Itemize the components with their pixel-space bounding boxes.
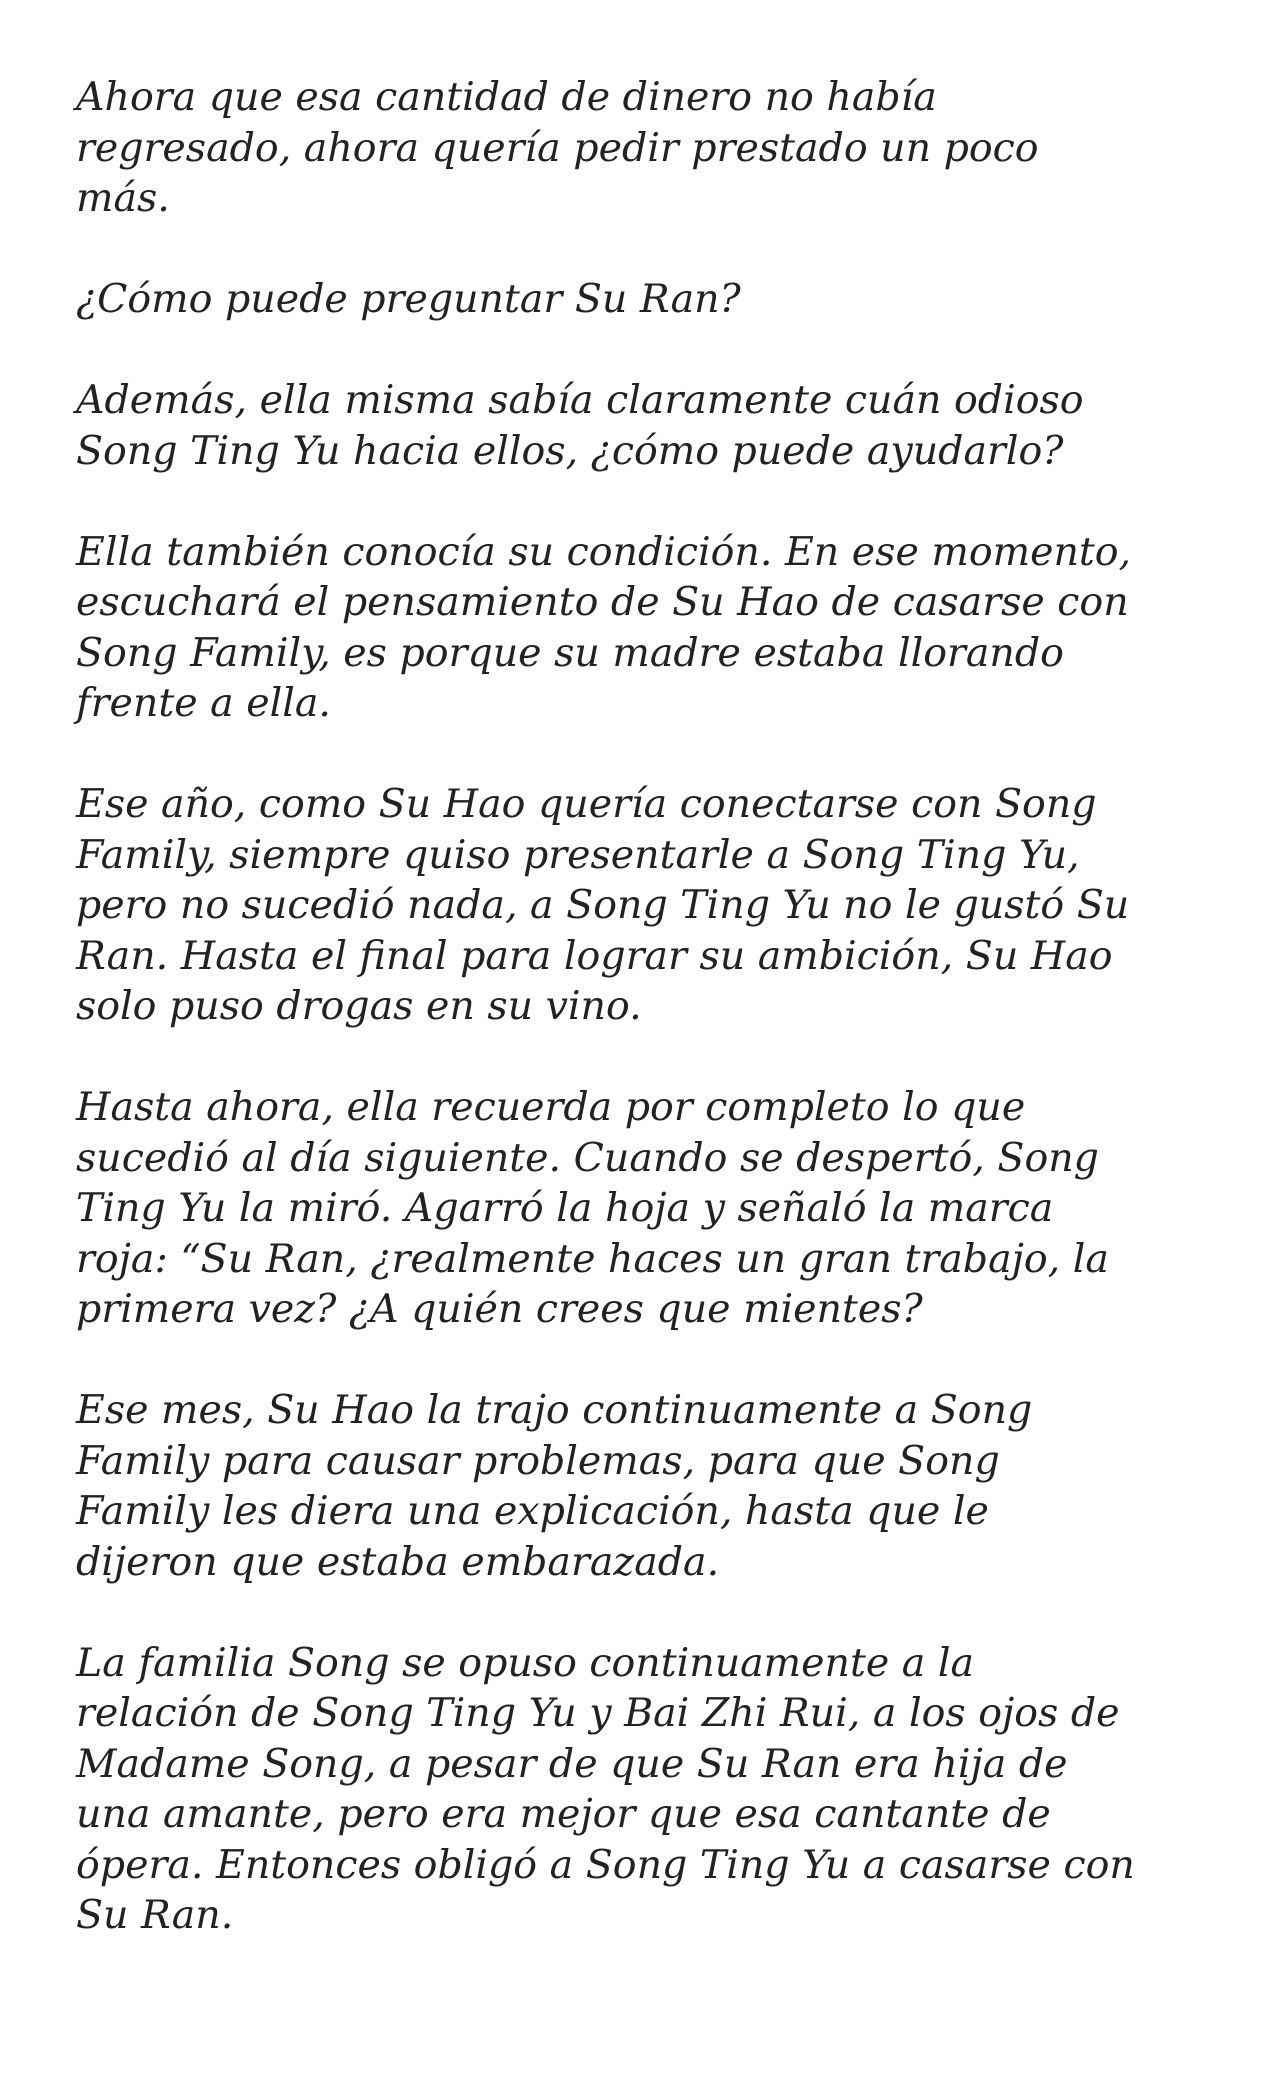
text-line: Ese mes, Su Hao la trajo continuamente a Song xyxy=(76,1387,1033,1433)
text-line: Ran. Hasta el final para lograr su ambición, Su Hao xyxy=(76,932,1113,979)
text-line: Song Family, es porque su madre estaba llorando xyxy=(76,629,1064,676)
text-line: ¿Cómo puede preguntar Su Ran? xyxy=(76,276,741,322)
text-line: Family, siempre quiso presentarle a Song Ting Yu, xyxy=(76,831,1080,878)
text-line: regresado, ahora quería pedir prestado un poco xyxy=(76,124,1039,171)
text-line: una amante, pero era mejor que esa cantante de xyxy=(76,1791,1051,1837)
text-line: Ese año, como Su Hao quería conectarse con Song xyxy=(76,781,1097,827)
paragraph-7 xyxy=(76,1385,1226,1587)
text-line: más. xyxy=(76,175,170,221)
text-line: Family para causar problemas, para que Song xyxy=(76,1437,1000,1484)
text-line: dijeron que estaba embarazada. xyxy=(76,1538,720,1585)
text-line: primera vez? ¿A quién crees que mientes? xyxy=(76,1286,923,1332)
text-line: Madame Song, a pesar de que Su Ran era hija de xyxy=(76,1740,1068,1787)
text-line: escuchará el pensamiento de Su Hao de casarse con xyxy=(76,579,1129,625)
text-line: Ella también conocía su condición. En ese momento, xyxy=(76,528,1132,575)
text-line: roja: “Su Ran, ¿realmente haces un gran trabajo, la xyxy=(76,1235,1109,1282)
text-line: Family les diera una explicación, hasta que le xyxy=(76,1488,989,1534)
text-line: Su Ran. xyxy=(76,1892,234,1938)
text-line: Hasta ahora, ella recuerda por completo lo que xyxy=(76,1084,1026,1130)
text-line: Ahora que esa cantidad de dinero no había xyxy=(76,74,937,120)
paragraph-5 xyxy=(76,779,1226,1032)
paragraph-8 xyxy=(76,1638,1226,1941)
text-line: frente a ella. xyxy=(76,680,331,726)
text-line: relación de Song Ting Yu y Bai Zhi Rui, a los ojos de xyxy=(76,1690,1120,1736)
text-line: solo puso drogas en su vino. xyxy=(76,983,642,1029)
text-line: Song Ting Yu hacia ellos, ¿cómo puede ayudarlo? xyxy=(76,427,1064,474)
paragraph-4 xyxy=(76,527,1226,729)
paragraph-6 xyxy=(76,1082,1226,1335)
text-line: pero no sucedió nada, a Song Ting Yu no le gustó Su xyxy=(76,882,1130,928)
text-line: Además, ella misma sabía claramente cuán odioso xyxy=(76,377,1084,423)
paragraph-1 xyxy=(76,72,1226,224)
paragraph-3 xyxy=(76,375,1226,476)
text-line: La familia Song se opuso continuamente a la xyxy=(76,1639,975,1686)
paragraph-2 xyxy=(76,274,1226,325)
text-line: ópera. Entonces obligó a Song Ting Yu a casarse con xyxy=(76,1841,1135,1888)
document-body xyxy=(76,72,1226,1991)
text-line: Ting Yu la miró. Agarró la hoja y señaló la marca xyxy=(76,1185,1054,1231)
text-line: sucedió al día siguiente. Cuando se despertó, Song xyxy=(76,1134,1099,1181)
